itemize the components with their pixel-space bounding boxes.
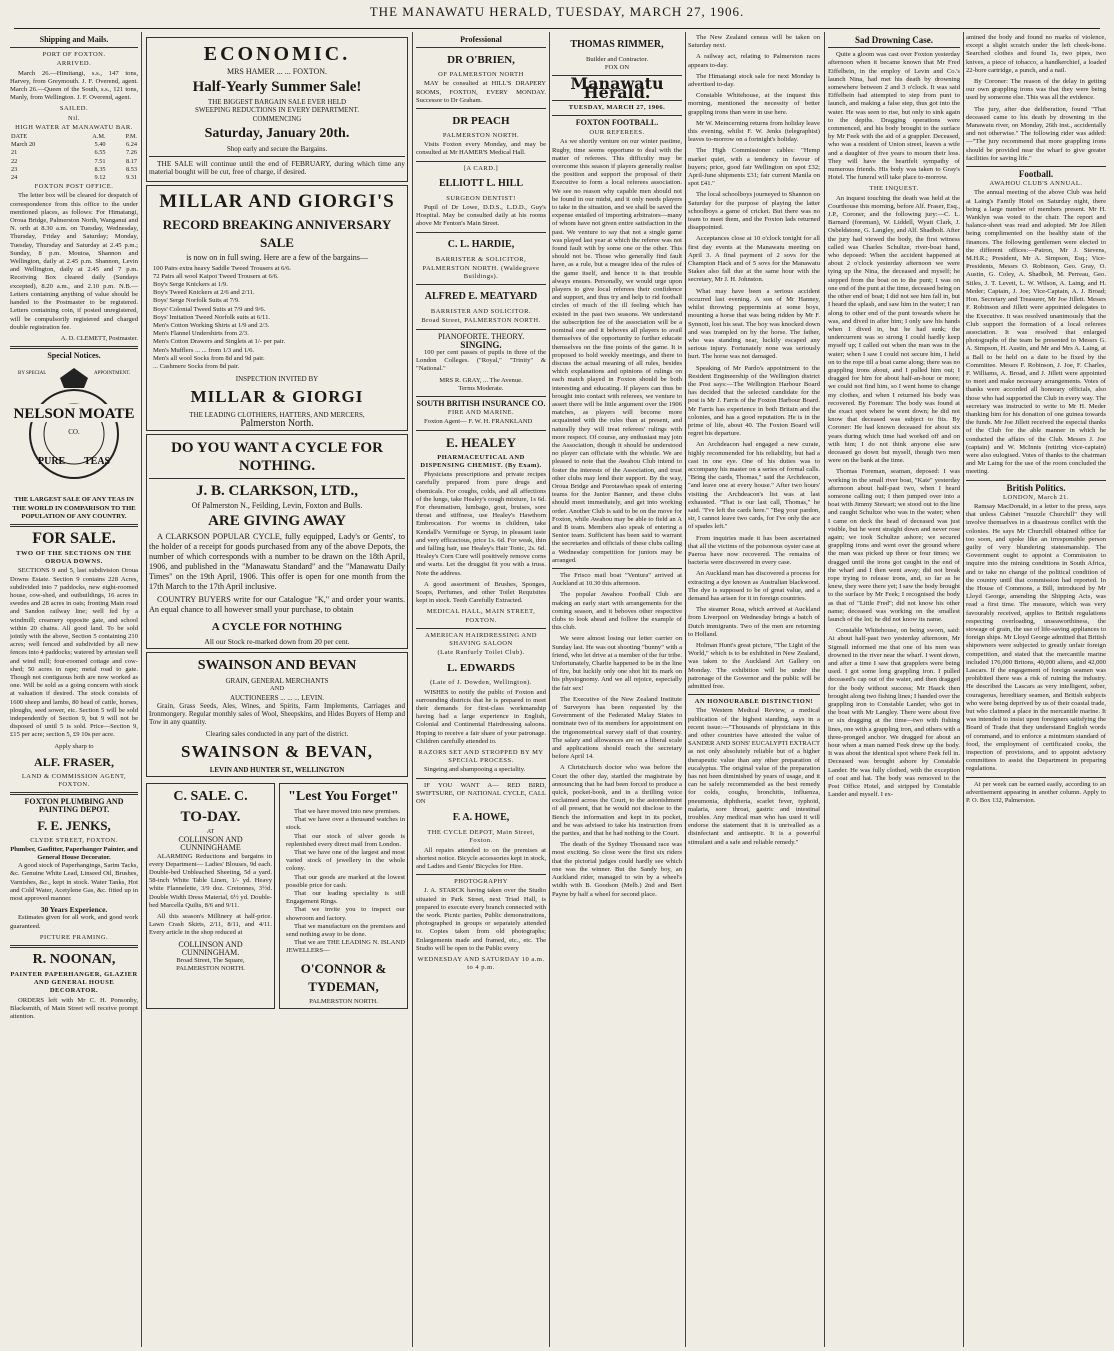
meatyard-name: ALFRED E. MEATYARD — [424, 291, 538, 303]
clarkson-ad — [146, 434, 408, 649]
column-rule — [824, 32, 825, 1347]
sailed-heading: SAILED. — [59, 105, 89, 113]
obrien-of: OF PALMERSTON NORTH — [438, 71, 524, 79]
plumbing-heading: FOXTON PLUMBING AND PAINTING DEPOT. — [24, 797, 124, 815]
stock-marked: All our Stock re-marked down from 20 per cent. — [204, 637, 350, 647]
tide-header-row — [10, 133, 138, 141]
professional-heading: Professional — [460, 35, 502, 44]
rimmer-address: FOX ON — [604, 64, 630, 72]
tide-cell: 7.26 — [125, 149, 137, 157]
rimmer-name: THOMAS RIMMER, — [570, 39, 664, 50]
logo-line2: APPOINTMENT. — [94, 371, 131, 377]
edwards-name: L. EDWARDS — [447, 662, 515, 675]
tide-cell: 7.51 — [94, 157, 106, 165]
healey-name: E. HEALEY — [445, 434, 517, 450]
tea-slogan: THE LARGEST SALE OF ANY TEAS IN THE WORLD IN COMPARISON TO THE POPULATION OF ANY COUNTRY. — [12, 496, 136, 520]
tide-cell: 8.17 — [125, 157, 137, 165]
list-item: Men's Cotton Working Shirts at 1/9 and 2/3. — [153, 322, 270, 330]
divider — [416, 874, 546, 875]
news-item: From inquiries made it has been ascertained that all the victims of the poisonous oyster case at Paeroa have now recovered. The remains of bacteria were discovered in every case. — [688, 534, 820, 567]
shop-early: Shop early and secure the Bargains. — [226, 144, 328, 153]
card-label: [A CARD.] — [463, 164, 499, 172]
high-water-heading: HIGH WATER AT MANAWATU BAR. — [15, 123, 133, 131]
news-item: Acceptances close at 10 o'clock tonight for all first day events at the Manawatu meeting on April 3. A final payment of 2 sovs for the Champion Hack and of 5 sovs for the Manawatu Stakes also fall due at the same hour with the secretary, Mr J. H. Johnston. — [688, 235, 820, 284]
divider — [416, 108, 546, 109]
logo-co: CO. — [68, 428, 80, 437]
levin-hunter: LEVIN AND HUNTER ST., WELLINGTON — [209, 765, 345, 774]
tide-cell: 8.53 — [125, 165, 137, 173]
news-item: Speaking of Mr Pardo's appointment to the Resident Engineership of the Wellington district the Post says:—The Wellington Harbour Board has decided that the selected candidate for the post is Mr J. Farris of the Foxton Harbour Board. Mr Farris has experience in both Britain and the colonies, and has a good reputation. He is in the prime of life, about 40. The Foxton Board will regret his departure. — [688, 364, 820, 438]
obrien-name: DR O'BRIEN, — [447, 54, 515, 67]
news-item: An Auckland man has discovered a process for extracting a dye known as Australian blackwood. The dye is supposed to be of great value, and a demand has arisen for it in foreign countries. — [688, 570, 820, 602]
noonan-trade: PAINTER PAPERHANGER, GLAZIER AND GENERAL HOUSE DECORATOR. — [10, 971, 138, 995]
gray-line: MRS R. GRAY, ... The Avenue. — [439, 376, 523, 384]
list-item: That we have one of the largest and most varied stock of jewellery in the whole colony. — [286, 848, 405, 873]
today-heading: TO-DAY. — [180, 808, 241, 825]
swainson-ad — [146, 652, 408, 777]
tide-cell: 6.55 — [94, 149, 106, 157]
list-item: That our goods are marked at the lowest possible price for cash. — [286, 873, 405, 889]
divider — [828, 47, 960, 48]
column-professional — [416, 34, 546, 1347]
divider — [10, 346, 138, 349]
chemist-stock: A good assortment of Brushes, Sponges, Soaps, Perfumes, and other Toilet Requisites kept in stock. Teeth Carefully Extracted. — [416, 580, 546, 605]
chemist-title: PHARMACEUTICAL AND DISPENSING CHEMIST. (By Exam). — [420, 453, 542, 469]
column-football-politics — [966, 34, 1106, 1347]
hamer-line: MRS HAMER ... ... FOXTON. — [226, 67, 328, 76]
column-rule — [549, 32, 550, 1347]
for-sale-heading: FOR SALE. — [32, 529, 116, 547]
sweeping: SWEEPING REDUCTIONS IN EVERY DEPARTMENT. — [194, 106, 359, 115]
collinson-at: AT — [206, 828, 215, 835]
news-item: Holman Hunt's great picture, "The Light of the World," which is to be exhibited in New Zealand, was taken to the Auckland Art Gallery on Monday. The exhibition will be under the patronage of the Governor and the public will be admitted free. — [688, 642, 820, 691]
collinson-name: COLLINSON AND CUNNINGHAME — [178, 835, 243, 853]
elliott-title: SURGEON DENTIST! — [446, 194, 516, 202]
list-item: That we are THE LEADING N. ISLAND JEWELLERS— — [286, 939, 405, 955]
tide-cell: March 20 — [11, 141, 36, 149]
tide-cell: 8.35 — [94, 165, 106, 173]
half-yearly: Half-Yearly Summer Sale! — [192, 79, 362, 96]
meatyard-address: Broad Street, PALMERSTON NORTH. — [421, 317, 541, 325]
divider — [416, 396, 546, 397]
column-shipping — [10, 34, 138, 1347]
hairdressing-sub: (Late Ranfurly Toilet Club). — [437, 649, 525, 657]
tide-header-cell: P.M. — [125, 133, 137, 141]
logo-line1: BY SPECIAL — [18, 371, 47, 377]
death-item: The death of the Sydney Thousand race was most exciting. So close were the first six riders that the pictorial judges could hardly see which one was the winner. But the Sandy boy, an Auckland rider, managed to win by a wheel's width with B. Goodson (Melb.) 2nd and Bert Payne by half a wheel for second place. — [552, 841, 682, 898]
frisco-item: The Frisco mail boat "Ventura" arrived at Auckland at 10.30 this afternoon. — [552, 571, 682, 588]
jenks-text: A good stock of Paperhangings, Sarim Tacks, &c. Genuine White Lead, Linseed Oil, Brushes, Varnishes, &c., kept in stock. Water Tanks, Hot and Cold Water, Acetylene Gas, &c. fitted up in most approved manner. — [10, 862, 138, 903]
peach-text: Visits Foxton every Monday, and may be consulted at Mr HAMER'S Medical Hall. — [416, 141, 546, 157]
bottom-ads — [146, 780, 408, 1012]
noonan-name: R. NOONAN, — [32, 952, 116, 968]
drowning-text: Quite a gloom was cast over Foxton yesterday afternoon when it became known that Mr Fred Eiffelbein, in the employ of Levin and Co.'s launch Nina, had met his death by drowning somewhere between 2 and 3 o'clock. It was said Eiffelbein had attempted to step from punt to launch, and making a false step, thus got into the water. He was seen to rise, but only to sink again to the depths. Dragging operations were commenced, and his body brought to the surface by Mr Feek with the aid of a grappler. Deceased, who was a resident of Union street, leaves a wife and a daughter of five years to mourn their loss. They will have the heartfelt sympathy of numerous friends. His body was taken to Gray's Hotel. The funeral will take place to-morrow. — [828, 51, 960, 182]
divider — [416, 284, 546, 285]
repairs-text: All repairs attended to on the premises at shortest notice. Bicycle accessories kept in stock, and Ladies and Gents' Bicycles for Hire. — [416, 846, 546, 871]
economic-heading: ECONOMIC. — [203, 43, 351, 65]
picture-framing: PICTURE FRAMING. — [39, 933, 109, 941]
tide-cell: 24 — [11, 174, 18, 182]
column-local-news — [688, 34, 820, 1347]
commencing: COMMENCING — [252, 114, 302, 123]
logo-pure: PURE — [38, 456, 66, 468]
tide-row — [10, 149, 138, 157]
divider — [10, 945, 138, 948]
post-office-heading: FOXTON POST OFFICE. — [34, 183, 114, 191]
estimates-line: Estimates given for all work, and good work guaranteed. — [10, 914, 138, 930]
csc-heading: C. SALE. C. — [173, 788, 248, 804]
column-rule — [412, 32, 413, 1347]
broad-street: Broad Street, The Square, — [176, 956, 245, 964]
divider — [149, 478, 405, 479]
fraser-sub: LAND & COMMISSION AGENT, FOXTON. — [21, 772, 127, 788]
divider — [149, 156, 405, 157]
divider — [966, 166, 1106, 167]
divider — [10, 792, 138, 795]
tide-row — [10, 174, 138, 182]
medical-hall: MEDICAL HALL, MAIN STREET, FOXTON. — [426, 608, 536, 624]
peach-name: DR PEACH — [452, 115, 510, 128]
edwards-sub: (Late of J. Dowden, Wellington). — [430, 679, 532, 687]
column-rule — [685, 32, 686, 1347]
examined-text: amined the body and found no marks of violence, except a slight scratch under the left cheek-bone. Searched clothes and found 1s, two pipes, two knives, a piece of tobacco, a handkerchief, a loaded 22-bore cartridge, a punch, and a nail. — [966, 34, 1106, 74]
awahou-item: The popular Awahou Football Club are making an early start with arrangements for the coming season, and it behoves other respective clubs to look ahead and follow the example of this club. — [552, 591, 682, 632]
hairdressing-heading: AMERICAN HAIRDRESSING AND SHAVING SALOON — [425, 631, 537, 647]
clothiers: THE LEADING CLOTHIERS, HATTERS, AND MERCERS, — [189, 411, 365, 420]
tide-cell: 9.31 — [125, 174, 137, 182]
divider — [10, 47, 138, 48]
rimmer-title: Builder and Contractor. — [585, 56, 649, 63]
singeing-line: Singeing and shampooing a speciality. — [424, 766, 526, 774]
news-item: The High Commissioner cables: "Hemp market quiet, with a tendency in favour of buyers; price, good fair Wellington on spot £32; April-June shipments £31; fair current Manila on spot £41." — [688, 147, 820, 188]
football-heading-2: Football. — [1018, 169, 1054, 180]
referees-heading: OUR REFEREES. — [589, 129, 645, 137]
divider — [416, 430, 546, 431]
cycle-text: A CLARKSON POPULAR CYCLE, fully equipped, Lady's or Gents', to the holder of a receipt for goods purchased from any of the above Depots, the number of which corresponds with a number to be drawn on the 18th April, 1906, and published in the "Manawatu Standard" and the "Manawatu Daily Times" on the 19th April, 1906. This offer is open for one month from the 17th March to the 17th April inclusive. — [149, 532, 405, 592]
list-item: That our leading speciality is still Engagement Rings. — [286, 889, 405, 906]
logo-teas: TEAS — [84, 456, 111, 468]
british-text: Ramsay MacDonald, in a letter to the press, says that unless Cabinet "muzzle Churchill" they will involve themselves in a disastrous conflict with the colonies. He says Mr Churchill obtained office far too soon, and spoke like an irresponsible person guilty of very blundering statesmanship. The Government ought to appoint a Commission to inquire into the mining conditions in South Africa, and to take no change of the political condition of the country until that commission had reported. In the House of Commons, a Bill, introduced by Mr Lloyd George, amending the Shipping Acts, was read a first time. The measure, which was very favourably received, applies to British regulations respecting overloading, unseaworthiness, the stowage of grain, the use of life-saving appliances to foreign ships. Mr Lloyd George admitted that British shipowners were subjected to greatly unfair foreign competition, and stated that the mercantile marine included 176,000 Britons, 40,000 aliens, and 42,000 Lascars. If the engagement of foreign seamen was prohibited there was a risk of ruining the industry. He described the Lascars as very intelligent, sober, courageous, hereditary seamen, and British subjects who were being deprived by us of their coastal trade, but who claimed a place in the mercantile marine. It was intended to insist upon foreigners satisfying the Board of Trade that they understand English words of command, and to enforce a minimum standard of food, the employment of certificated cooks, the inspection of provisions, and to appoint advisory committees to assist the Department in preparing regulations. — [966, 502, 1106, 773]
oconnor-name: O'CONNOR & TYDEMAN, — [300, 960, 387, 994]
column-rule — [141, 32, 142, 1347]
nelson-moate-logo — [10, 364, 138, 492]
elliott-text: Pupil of Dr Lowe, D.D.S., L.D.D., Guy's Hospital. May be consulted daily at his rooms above Mr Fenton's Main Street. — [416, 204, 546, 228]
christchurch-item: A Christchurch doctor who was before the Court the other day, startled the magistrate by announcing that he had been forced to produce a quick, pocket-book, and in a thrilling voice exclaimed across the Court, to the astonishment of all present, that he would not disclose to the Bench the information and kept in its pocket, and be was advised to take his instruction from the parties, and that he had nothing to the Court. — [552, 764, 682, 838]
news-item: What may have been a serious accident occurred last evening. A son of Mr Hanney, whilst throwing peppermints at some boys, mounting a horse that was being ridden by Mr F. Synnott, lost his seat. The boy was knocked down and was trampled on by the horse. The father, who was standing near, luckily escaped any serious injury. Fortunately none was seriously hurt. The horse was not damaged. — [688, 287, 820, 361]
tide-cell: 23 — [11, 165, 18, 173]
hardie-address: PALMERSTON NORTH. (Waldegrave Buildings). — [422, 264, 540, 281]
howe-address: THE CYCLE DEPOT, Main Street, Foxton. — [427, 829, 535, 845]
clarkson-name: J. B. CLARKSON, LTD., — [196, 482, 358, 499]
list-item: Boy's Tweed Knickers at 2/6 and 2/11. — [153, 289, 255, 297]
news-item: Constable Whitehouse, at the inquest this morning, mentioned the necessity of better grappling irons than were in use here. — [688, 92, 820, 116]
singing-heading: SINGING. — [460, 339, 502, 350]
alarming-text: ALARMING Reductions and bargains in every Department— Ladies' Blouses, 9d each. Double-bed Unbleached Sheeting, 5d a yard. 58-inch White Table Linen, 1/- yd. Heavy white Flannelette, 3/9 doz. Cretonnes, 3½d. Double Width Dress Material, 6½ yd. Double-bed Marcella Quilts, 8/6 and 9/11. — [149, 852, 272, 909]
divider — [416, 329, 546, 330]
obrien-text: MAY be consulted at HILL'S DRAPERY ROOMS, FOXTON, EVERY MONDAY. Successor to Dr Graham. — [416, 80, 546, 104]
football-heading: FOXTON FOOTBALL. — [575, 118, 659, 128]
list-item: Men's Flannel Undershirts from 2/3. — [153, 330, 249, 338]
divider — [966, 480, 1106, 481]
divider — [552, 568, 682, 569]
verdict-text: The jury, after due deliberation, found "That deceased came to his death by drowning in the Manawatu river, on Monday, 26th inst., accidentally and not otherwise." The following rider was added:—"The jury recommend that more grappling irons should be provided near the wharf to give greater facilities for saving life." — [966, 105, 1106, 162]
divider — [416, 778, 546, 779]
foreman-testimony: Thomas Foreman, seaman, deposed: I was working in the small river boat, "Kate" yesterday afternoon about half-past two, when I heard someone calling out; I then jumped over into a boat with Jimmy Stewart; we stood out to the line and caught Schultze who was in the water; when I came on deck the head of deceased was just visible, but he went straight down and never rose again; we took Schultze ashore; we secured grappling irons and went over the ground where the man was picked up three or four times; we dragged until the irons got caught in the end of the wharf and I then went away; did not break rope trying to release irons, and, so far as he knew, they were there yet; I saw the body brought to the surface by Mr Feek; I recognised the body as that of "Little Fred"; did not know his other name; deceased was working on the smallest launch of the lot; he did not know its name. — [828, 468, 960, 624]
news-item: An Archdeacon had engaged a new curate, highly recommended for his reliability, but had a cast in one eye. One of his duties was to accompany his master on a series of formal calls. "Bring the cards, Thomas," said the Archdeacon, "and leave one at every house." After two hours' visiting the Archdeacon's list was at last exhausted. "That is our last call, Thomas," he said. "I've left the cards here." "Beg your pardon, sir, I cannot leave two cards, for I've only the ace of spades left." — [688, 441, 820, 531]
earnings-note: At per week can be earned easily, according to an advertisement appearing in another column. Apply to P. O. Box 132, Palmerston. — [966, 780, 1106, 805]
now-on: is now on in full swing. Here are a few of the bargains— — [186, 253, 368, 263]
tide-cell: 6.24 — [125, 141, 137, 149]
divider — [966, 777, 1106, 778]
tide-header-cell: A.M. — [92, 133, 106, 141]
elliott-name: ELLIOTT L. HILL — [438, 177, 524, 189]
clarkson-sub: Of Palmerston N., Feilding, Levin, Foxton and Bulls. — [191, 500, 363, 510]
divider — [416, 232, 546, 233]
issue-date: TUESDAY, MARCH 27, 1906. — [568, 103, 666, 111]
news-item: A railway act, relating to Palmerston races appears to-day. — [688, 53, 820, 69]
special-notices-heading: Special Notices. — [47, 351, 101, 361]
tide-cell: 9.12 — [94, 174, 106, 182]
jeweller-list — [282, 808, 405, 956]
list-item: Boys' Colonial Tweed Suits at 7/9 and 9/6. — [153, 305, 266, 313]
whistle-item: We were almost losing our letter carrier on Sunday last. He was out shooting "bunny" with a friend, who let drive at a member of the fur tribe. Unfortunately, Charlie happened to be in the line of fire, but luckily only one shot hit its mark on his physiognomy. And we all rejoice, especially the fair sex! — [552, 635, 682, 692]
grain-text: Grain, Grass Seeds, Ales, Wines, and Spirits, Farm Implements, Carriages and Ironmongery. Regular monthly sales of Wool, Sheepskins, and Hides Buyers of Hemp and Tow in any quantity. — [149, 701, 405, 727]
column-rule — [963, 32, 964, 1347]
for-sale-text: SECTIONS 9 and 5, last subdivision Oroua Downs Estate. Section 9 contains 228 Acres, subdivided into 7 paddocks, new eight-roomed house, cow-shed, and outbuildings, 16 acres in swedes and 28 acres in oats; fronting Main road and Sandon railway line; well fed by a windmill; creamery opposite gate, and school within 20 chains. All good land. To be sold jointly with the above, Section 5 containing 210 acres; well fenced and subdivided by all new fences into 4 paddocks; watered by artesian well and wind mill; four-roomed cottage and cow-shed; 50 acres in rape; metal road to gate. Though not contiguous both are now worked as one. Will be sold as a going concern with stock at valuation if desired. The stock consists of 1600 sheep and lambs, 80 head of cattle, horses, ploughs, seed sower, etc. Section 5 will be sold independently of Section 9, but 9 will not be disposed of until 5 is sold. Price—Section 9, £15 per acre; section 5, £9 10s per acre. — [10, 567, 138, 739]
tide-header-cell: DATE — [11, 133, 28, 141]
bargain-list — [149, 265, 405, 372]
palmerston-footer: PALMERSTON NORTH. — [176, 965, 245, 973]
divider — [416, 161, 546, 162]
masthead: THE MANAWATU HERALD, TUESDAY, MARCH 27, 1906. — [369, 4, 745, 19]
list-item: That our stock of silver goods is replenished every direct mail from London. — [286, 832, 405, 848]
divider — [688, 694, 820, 695]
clearing-sales: Clearing sales conducted in any part of the district. — [205, 729, 349, 738]
lest-heading: "Lest You Forget" — [288, 788, 399, 804]
inquest-heading: THE INQUEST. — [869, 185, 919, 193]
tide-row — [10, 158, 138, 166]
bike-heading: IF YOU WANT A— RED BIRD, SWIFTSURE, OF NATIONAL CYCLE, CALL ON — [416, 781, 546, 805]
millar-heading: MILLAR AND GIORGI'S — [159, 191, 395, 213]
studio-days: WEDNESDAY AND SATURDAY 10 a.m. to 4 p.m. — [417, 956, 545, 972]
british-politics-heading: British Politics. — [1006, 482, 1066, 493]
post-office-text: The letter box will be cleared for despatch of correspondence from this office to the under mentioned places, as follows: For Himatangi, Oroua Bridge, Palmerston North, Wanganui and N. orth at 8.30 a.m. on Tuesday, Wednesday, Thursday, Friday and Saturday; Monday, Tuesday, Thursday and Saturday at 2.45 p.m.; Sunday, 8 p.m. Moutoa, Shannon and Wellington, daily at 2.45 p.m. Shannon, Levin and Wellington, daily at 2.45 and 7 p.m. Receiving Box cleared daily (Sundays excepted), 8.20 a.m., and 2.10 p.m. N.B.—Letters containing anything of value should be handed to the Postmaster to be registered. Letters containing coin, if posted unregistered, will be compulsorily registered and charged double registration fee. — [10, 192, 138, 331]
list-item: That we have over a thousand watches in stock. — [286, 816, 405, 832]
edwards-text: WISHES to notify the public of Foxton and surrounding districts that he is prepared to meet their demands for first-class workmanship having had a large experience in English, Colonial and Continental Hairdressing saloons. Hoping to receive a fair share of your patronage. Children carefully attended to. — [416, 688, 546, 745]
distinction-text: The Western Medical Review, a medical publication of the highest standing, says in a recent issue:—"Thousands of physicians in this and other countries have attested the value of SANDER AND SONS' EUCALYPTI EXTRACT as not only absolutely reliable but of a higher therapeutic value than any other preparation of eucalyptus. The original value of the preparation has not been diminished by years of usage, and it can be safely recommended as the best remedy for colds, coughs, bronchitis, influenza, pneumonia, diphtheria, scarlet fever, typhoid, malaria, sore throat, gastric and intestinal troubles. Any medical man who has used it will endorse the statement that it is unrivalled as a disinfectant and antiseptic. It is a powerful stimulant and a safe and reliable remedy." — [688, 707, 820, 846]
fraser-name: ALF. FRASER, — [34, 754, 114, 769]
editorial-text: As we shortly venture on our winter pastime, Rugby, time seems opportune to deal with the matter of referees. This difficulty may be overcome this season if players generally realise the position and support the proposal of their Executive to form a local referees association. We see no reason why capable men should not be found in our midst, and it only needs players to take in the situation, and we shall be saved the expense entailed of importing arbitrators—many of whom have not given entire satisfaction in the past. We venture to say that not a single game was played last year at which the referee was not found fault with by some one or the other. This should not be. Those who generally find fault have, as a rule, but a meagre idea of the rules of the game itself, and hence it is that trouble always ensues. Personally, we would urge upon players to give local referees their confidence and support, and thus try and help to rid football circles of much of the ill feeling which has existed in the past two seasons. We understand the subscription fee of the association will be a nominal one and it behoves all players to avail themselves of the opportunity to further educate themselves on the fine points of the game. It is proposed to hold weekly meetings, and there to discuss the actual meaning of all rules, besides which explanations and opinions of rulings on each match played in Foxton should be both interesting and educating. If players can thus be brought into contact with referees, we venture to assert there will be little argument over the 1906 matches, as players will become more acquainted with the rules than at present, and naturally they will treat referees' rulings with more respect. Of course, any enthusiast may join the Association, though it should be understood no player can officiate with the whistle. We are pleased to note that the Awahou Club intend to foster the interests of the Association, and trust other clubs may lend their support. By the way, Oroua Bridge and Porotawhao speak of entering teams for the Junior Banner, and these clubs should meet immediately, and get into working order. Another Club is said to be on the move for Foxton, while Awahou may be able to field an A and B team. Members also speak of entering a Senior team. Sufficient has been said to warrant the secretaries and officials of these clubs calling a Wednesday competition for juniors may be arranged. — [552, 138, 682, 564]
country-buyers: COUNTRY BUYERS write for our Catalogue "K," and order your wants. An equal chance to all however small your purchase, to obtain — [149, 595, 405, 615]
distinction-heading: AN HONOURABLE DISTINCTION! — [694, 698, 814, 706]
foxton-agent: Foxton Agent— F. W. H. FRANKLAND — [424, 418, 533, 426]
divider — [416, 628, 546, 629]
news-item: The Himatangi stock sale for next Monday is advertised to-day. — [688, 72, 820, 89]
list-item: Boy's Serge Knickers at 1/9. — [153, 281, 228, 289]
lest-you-forget-ad — [279, 783, 408, 1009]
experience-line: 30 Years Experience. — [40, 905, 108, 915]
grain-merchants: GRAIN, GENERAL MERCHANTS — [225, 677, 329, 686]
meatyard-title: BARRISTER AND SOLICITOR. — [430, 308, 532, 316]
list-item: Men's Cotton Drawers and Singlets at 1/- per pair. — [153, 338, 286, 346]
masthead-rule — [14, 28, 1100, 29]
column-editorial — [552, 34, 682, 1347]
economic-ad — [146, 37, 408, 182]
shipping-heading: Shipping and Mails. — [39, 35, 109, 44]
list-item: 72 Pairs all wool Kaipoi Tweed Trousers at 6/6. — [153, 272, 279, 280]
list-item: Men's all wool Socks from 8d and 9d pair. — [153, 354, 265, 362]
sailed-nil: Nil. — [68, 114, 80, 122]
auctioneers: AUCTIONEERS ... ... ... LEVIN. — [229, 693, 325, 702]
palmerston-north: Palmerston North. — [240, 417, 314, 429]
tide-cell: 5.40 — [94, 141, 106, 149]
tide-row — [10, 166, 138, 174]
peach-address: PALMERSTON NORTH. — [442, 132, 520, 140]
noonan-text: ORDERS left with Mr C. H. Ponsonby, Blacksmith, of Main Street will receive prompt attention. — [10, 996, 138, 1021]
cycle-for-nothing: A CYCLE FOR NOTHING — [211, 621, 343, 634]
terms-line: Terms Moderate. — [458, 384, 504, 392]
hardie-name: C. L. HARDIE, — [447, 238, 515, 250]
jenks-address: CLYDE STREET, FOXTON. — [30, 836, 118, 844]
constable-testimony: Constable Whitehouse, on being sworn, said: At about half-past two yesterday afternoon, Mr Sigmall informed me that one of his men was drowned in the river near the wharf. I went down, and after a time I saw that grapplers were being used. I got some long grappling iron. I pulled deceased's cap out of the water, and then dragged for the body without success; Mr Haack then brought along two fishing lines; I handed over the grappling iron to Constable Lander, who got in the boat with Mr Langley. There were about five or six dragging at the time—two with fishing lines, one with a grappling iron, and others with a three-pronged anchor. We dragged for about an hour when a man named Feek drew up the body. It was about the identical spot where Feek fell in. Deceased was brought ashore by Constable Lander. He was fully clothed, with the exception of coat and hat. The body was removed to the Post Office Hotel, and stripped by Constable Lander and myself. I ex- — [828, 627, 960, 799]
south-british: SOUTH BRITISH INSURANCE CO. — [416, 399, 546, 409]
news-item: The steamer Rosa, which arrived at Auckland from Liverpool on Wednesday brings a batch of Dutch immigrants. Two of the men are returning to Holland. — [688, 606, 820, 638]
jenks-trade: Plumber, Gasfitter, Paperhanger Painter, and General House Decorator. — [10, 845, 138, 862]
tide-table — [10, 133, 138, 182]
london-dateline: LONDON, March 21. — [1003, 493, 1069, 501]
drowning-heading: Sad Drowning Case. — [854, 35, 934, 45]
collinson-footer: COLLINSON AND CUNNINGHAM. — [178, 939, 243, 957]
arrived-heading: ARRIVED. — [56, 60, 92, 68]
apply-text: Apply sharp to — [54, 742, 94, 750]
list-item: ... Cashmere Socks from 8d pair. — [153, 363, 240, 371]
for-sale-sub: TWO OF THE SECTIONS ON THE OROUA DOWNS. — [16, 549, 132, 566]
razors-line: RAZORS SET AND STROPPED BY MY SPECIAL PROCESS. — [418, 748, 544, 765]
column-advertisements — [146, 34, 408, 1347]
list-item: That we invite you to inspect our showroom and factory. — [286, 906, 405, 922]
tea-crest-icon — [10, 364, 138, 492]
list-item: Boys' Serge Norfolk Suits at 7/9. — [153, 297, 240, 305]
list-item: That we have moved into new premises. — [294, 807, 401, 815]
hardie-title: BARRISTER & SOLICITOR, — [435, 255, 527, 263]
sale-date: Saturday, January 20th. — [204, 125, 350, 141]
sale-continue: THE SALE will continue until the end of FEBRUARY, during which time any material bought will be cut, free of charge, if desired. — [149, 159, 405, 177]
piano-heading: PIANOFORTE. THEORY. — [437, 331, 525, 341]
collinson-ad — [146, 783, 275, 1009]
millinery-text: All this season's Millinery at half-price. Lawn Crash Skirts, 2/11, 8/11, and 4/11. Every article in the shop reduced at — [149, 912, 272, 937]
millar-giorgi: MILLAR & GIORGI — [190, 387, 364, 407]
inquest-text: An inquest touching the death was held at the Courthouse this morning, before Alf. Fraser, Esq., J.P., Coroner, and the following jury:—C. L. Barnard (foreman), W. Liddell, Wyatt Clark, J. Osbeldstone, G. Langley, and Alf. Shadbolt. After the jury had viewed the body, the first witness called was Charles Schultze, river-boat hand, who deposed: When the accident happened at about 2 o'clock yesterday afternoon we were tying up the Nina, the deceased and myself; he stepped from the boat on to the punt; I was on one end of the punt at the time, deceased being on the other end of boat; I did not see him fall in, but I heard the splash, and saw him in the water; I ran along to other end of the punt towards where he was, and dived in after him; I only saw his hands when I dived in, but he had sunk; the undercurrent was so strong I could hardly keep myself up; I called out when the man was in the water; when I saw I could not secure him, I held on to the rope till a boat came along; there was no grappling irons about, and I pulled him out; I dragged for him for about half-an-hour or more; we could not find him, so I went home to change my clothes, and when I returned his body was recovered. By Foreman: The body was found at the exact spot where he went down; he did not know that deceased was subject to fits. By Coroner: He had known deceased for about six years during which time had worked off and on with him; I do not think anyone else saw deceased go down but myself, though two men were on the bank at the time. — [828, 194, 960, 465]
awahou-annual-heading: AWAHOU CLUB'S ANNUAL. — [989, 180, 1083, 188]
chemist-text: Physicians prescriptions and private recipes carefully prepared from pure drugs and chemicals. For coughs, colds, and all affections of the lungs, take Healey's cough mixture, 1s 6d. For rheumatism, lumbago, gout, bruises, sore throat and stiffness, use Healey's Hawthorn Embrocation. For worms in children, take Kendall's Vermifuge or Syrup, in pleasant taste and very efficacious, price 1s. 6d. For weak, thin and falling hair, use Healey's Hair Tonic, 2s. 6d. Healey's Corn Cure will positively remove corns and warts. Let the druggist fit you with a truss. Note the address. — [416, 471, 546, 577]
swainson-heading: SWAINSON AND BEVAN — [197, 658, 357, 674]
herald-title: Manawatu Herald. — [570, 74, 664, 102]
biggest-sale: THE BIGGEST BARGAIN SALE EVER HELD — [207, 98, 347, 107]
millar-ad — [146, 185, 408, 430]
list-item: That we manufacture on the premises and send nothing away to be done. — [286, 922, 405, 938]
tide-row — [10, 141, 138, 149]
giving-away: ARE GIVING AWAY — [208, 513, 346, 530]
news-item: The local schoolboys journeyed to Shannon on Saturday for the purpose of playing the latter schoolboys a game of cricket. But there was no team to meet them, and the Foxton lads returned disappointed. — [688, 191, 820, 232]
news-item: Mr W. Meincerning returns from holiday leave this evening, whilst F. W. Jenks (telegraphist) leaves to-morrow on a fortnight's holiday. — [688, 119, 820, 144]
list-item: Men's Mufflers ... ... from 1/3 and 1/6. — [153, 346, 255, 354]
tide-cell: 22 — [11, 157, 18, 165]
and-word: AND — [269, 685, 285, 693]
photography-heading: PHOTOGRAPHY — [454, 878, 508, 886]
logo-brand: NELSON MOATE — [13, 406, 135, 423]
executive-item: The Executive of the New Zealand Institute of Surveyors has been requested by the Government of the Federated Malay States to nominate two of its members for appointment on the trigonometrical survey staff of that country. The salary and allowances are on a liberal scale and applications should reach the secretary before April 14. — [552, 695, 682, 761]
jenks-name: F. E. JENKS, — [37, 817, 111, 833]
inspection: INSPECTION INVITED BY — [235, 375, 319, 384]
howe-name: F. A. HOWE, — [452, 812, 510, 824]
divider — [552, 115, 682, 116]
coroner-text: By Coroner: The reason of the delay in getting our own grappling irons was that they were being used by someone else. This was all the evidence. — [966, 78, 1106, 102]
arrivals-text: March 26.—Himitangi, s.s., 147 tons, Harvey, from Greymouth. J. F. Overend, agent. March 26.—Queen of the South, s.s., 121 tons, Manly, from Wellington. J. F. Overend, agent. — [10, 69, 138, 102]
fire-marine: FIRE AND MARINE. — [447, 409, 515, 417]
divider — [416, 47, 546, 48]
postmaster-signature: A. D. CLEMETT, Postmaster. — [60, 334, 138, 342]
divider — [10, 524, 138, 527]
news-item: The New Zealand census will be taken on Saturday next. — [688, 34, 820, 50]
tide-cell: 21 — [11, 149, 18, 157]
oconnor-address: PALMERSTON NORTH. — [309, 997, 378, 1005]
swainson-bevan: SWAINSON & BEVAN, — [181, 741, 373, 761]
cycle-heading: DO YOU WANT A CYCLE FOR NOTHING. — [171, 439, 383, 474]
piano-text: 100 per cent passes of pupils in three of the London Colleges. ("Royal," "Trinity" & "National." — [416, 349, 546, 373]
awahou-text: The annual meeting of the above Club was held at Laing's Family Hotel on Saturday night, there being a large number of members present. Mr H. Wanklyn was voted to the chair. The report and balance-sheet was read and adopted. Mr Joe Jillett being complimented on the healthy state of the finances. The following gentlemen were elected to the different offices:—Patron, Mr J. Stevens, M.H.R.; President, Mr A. Simpson, Esq.; Vice-Presidents, Messrs O. Robinson, Geo. Gray, O. Austin, G. Coley, A. Shadbolt, M. Perreau, Geo. Stiles, J. T. Levett, L. W. Wilson, A. Laing, and H. Meder; Captain, J. Joe; Vice-Captain, A. J. Broad; Hon. Secretary and Treasurer, Mr Joe Jillett. Messrs F. Robinson and Jillett were appointed delegates to the Executive. It was resolved unanimously that the Club support the formation of a local referees association. It was resolved that enlarged photographs of the team be presented to Messrs G. A. Simpson, H. Austin, and Mr and Mrs A. Laing, at a Ball to be held on a date to be fixed by the Committee. Messrs F. Robinson, J. Joe, F. Charles, F. Williams, A. Broad, and J. Jillett were appointed to meet and make necessary arrangements. Votes of thanks were accorded all honorary officials, also those who had supported the Club in every way. The secretary was instructed to write to Mr H. Meder thanking him for his donation of one guinea towards the funds. Mr Joe Jillett received the especial thanks of the Club for the able manner in which he conducted the affairs of the Club. Messrs J. Joe (captain) and W. McInnis (retiring vice-captain) were also eulogised. Votes of thanks to the chairman and Mr Laing for the use of the room concluded the meeting. — [966, 189, 1106, 476]
column-drowning — [828, 34, 960, 1347]
photography-text: J. A. STARCK having taken over the Studio situated in Park Street, next Triad Hall, is prepared to execute every branch connected with the work. Picnic parties, Public demonstrations, photographed in groups or separately attended to. Copies taken from old photographs; Enlargements made and framed, etc., etc. The Studio will be open to the Public every — [416, 887, 546, 952]
list-item: 100 Pairs extra heavy Saddle Tweed Trousers at 6/6. — [153, 264, 292, 272]
port-heading: PORT OF FOXTON. — [42, 51, 106, 59]
record-sale: RECORD BREAKING ANNIVERSARY SALE — [162, 217, 392, 251]
list-item: Boys' Imitation Tweed Norfolk suits at 6/11. — [153, 313, 271, 321]
